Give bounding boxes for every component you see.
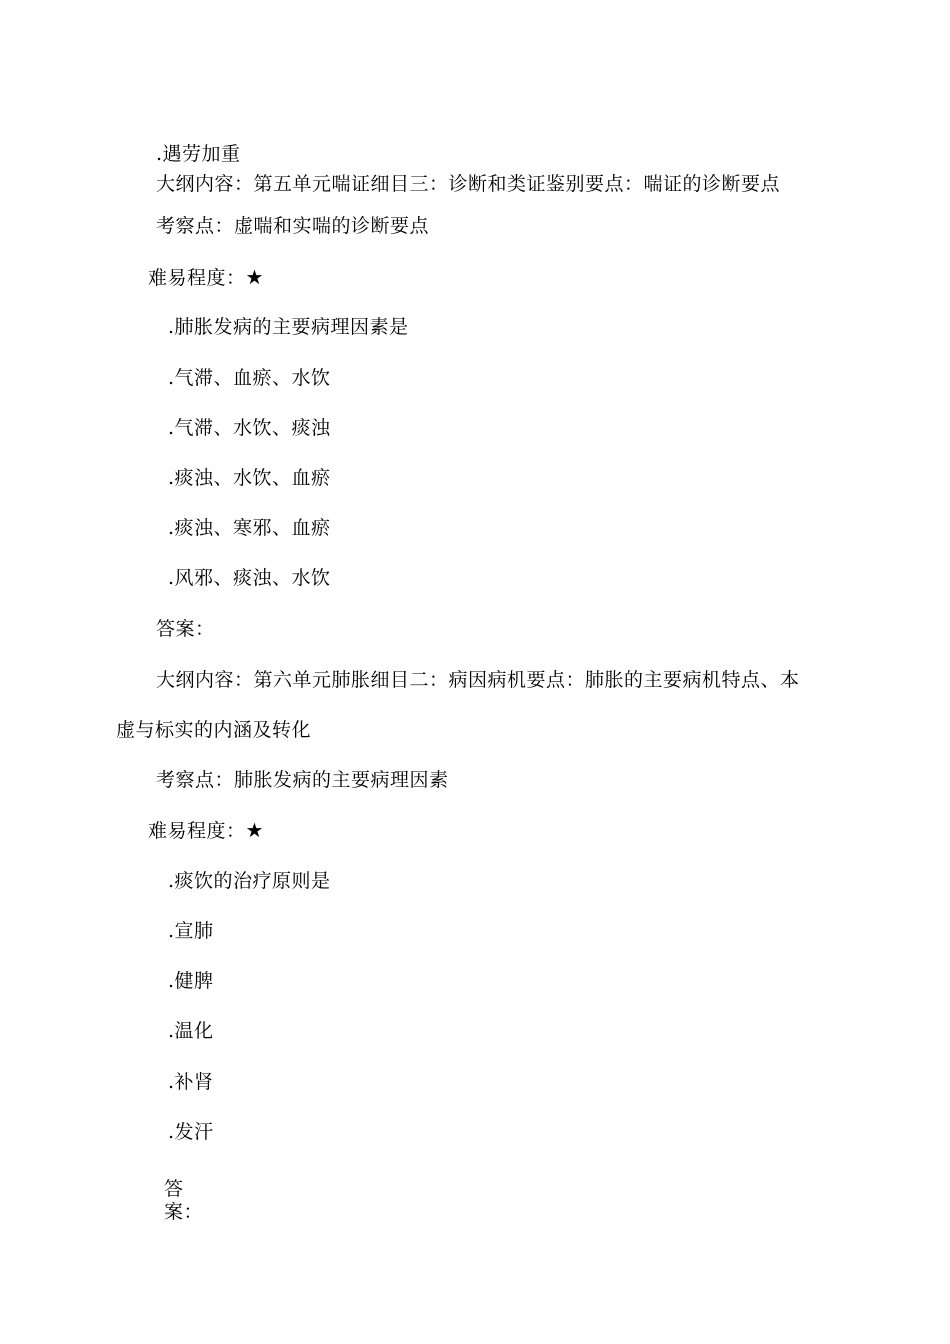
option-a: .宣肺 [168,920,214,942]
difficulty-label: 难易程度： [148,267,246,289]
difficulty-row [148,818,264,843]
exam-point-text: 考察点：肺胀发病的主要病理因素 [156,769,449,791]
outline-text-line1: 大纲内容：第六单元肺胀细目二：病因病机要点：肺胀的主要病机特点、本 [156,669,800,691]
previous-option-e: .遇劳加重 [156,143,241,165]
option-e: .风邪、痰浊、水饮 [168,567,331,589]
option-c: .温化 [168,1020,214,1042]
option-e: .发汗 [168,1121,214,1143]
option-a: .气滞、血瘀、水饮 [168,367,331,389]
answer-label: 答案： [156,618,215,640]
answer-label-char1: 答 [164,1178,184,1200]
option-d: .痰浊、寒邪、血瘀 [168,517,331,539]
star-icon: ★ [245,818,264,842]
question-stem: .痰饮的治疗原则是 [168,870,331,892]
outline-text-line2: 虚与标实的内涵及转化 [116,719,312,741]
option-c: .痰浊、水饮、血瘀 [168,467,331,489]
exam-point-text: 考察点：虚喘和实喘的诊断要点 [156,215,430,237]
option-d: .补肾 [168,1071,214,1093]
option-b: .气滞、水饮、痰浊 [168,417,331,439]
answer-label-char2: 案： [164,1201,204,1223]
option-b: .健脾 [168,970,214,992]
difficulty-label: 难易程度： [148,820,246,842]
star-icon: ★ [245,265,264,289]
question-stem: .肺胀发病的主要病理因素是 [168,316,409,338]
difficulty-row [148,265,264,290]
outline-text: 大纲内容：第五单元喘证细目三：诊断和类证鉴别要点：喘证的诊断要点 [156,173,781,195]
